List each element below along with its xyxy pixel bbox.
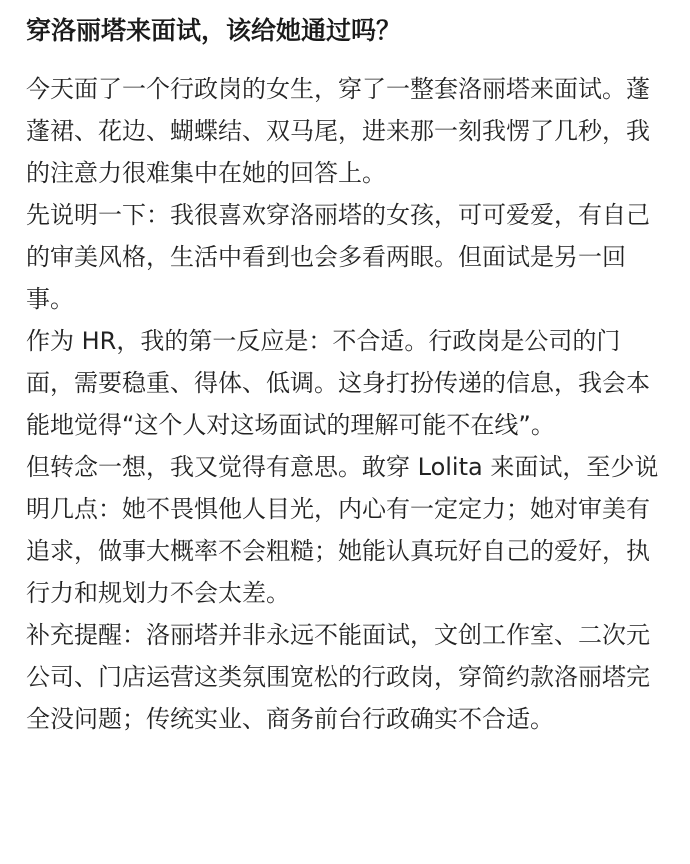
article-paragraph: 作为 HR，我的第一反应是：不合适。行政岗是公司的门面，需要稳重、得体、低调。这身打扮传递的信息，我会本能地觉得“这个人对这场面试的理解可能不在线”。 <box>26 327 650 439</box>
article-paragraph: 先说明一下：我很喜欢穿洛丽塔的女孩，可可爱爱，有自己的审美风格，生活中看到也会多看两眼。但面试是另一回事。 <box>26 201 650 313</box>
article-title: 穿洛丽塔来面试，该给她通过吗？ <box>26 16 402 45</box>
article-paragraph: 但转念一想，我又觉得有意思。敢穿 Lolita 来面试，至少说明几点：她不畏惧他人目光，内心有一定定力；她对审美有追求，做事大概率不会粗糙；她能认真玩好自己的爱好，执行力和规划力不会太差。 <box>26 453 659 607</box>
article-paragraph: 补充提醒：洛丽塔并非永远不能面试，文创工作室、二次元公司、门店运营这类氛围宽松的行政岗，穿简约款洛丽塔完全没问题；传统实业、商务前台行政确实不合适。 <box>26 621 650 733</box>
article-paragraph: 今天面了一个行政岗的女生，穿了一整套洛丽塔来面试。蓬蓬裙、花边、蝴蝶结、双马尾，进来那一刻我愣了几秒，我的注意力很难集中在她的回答上。 <box>26 75 650 187</box>
